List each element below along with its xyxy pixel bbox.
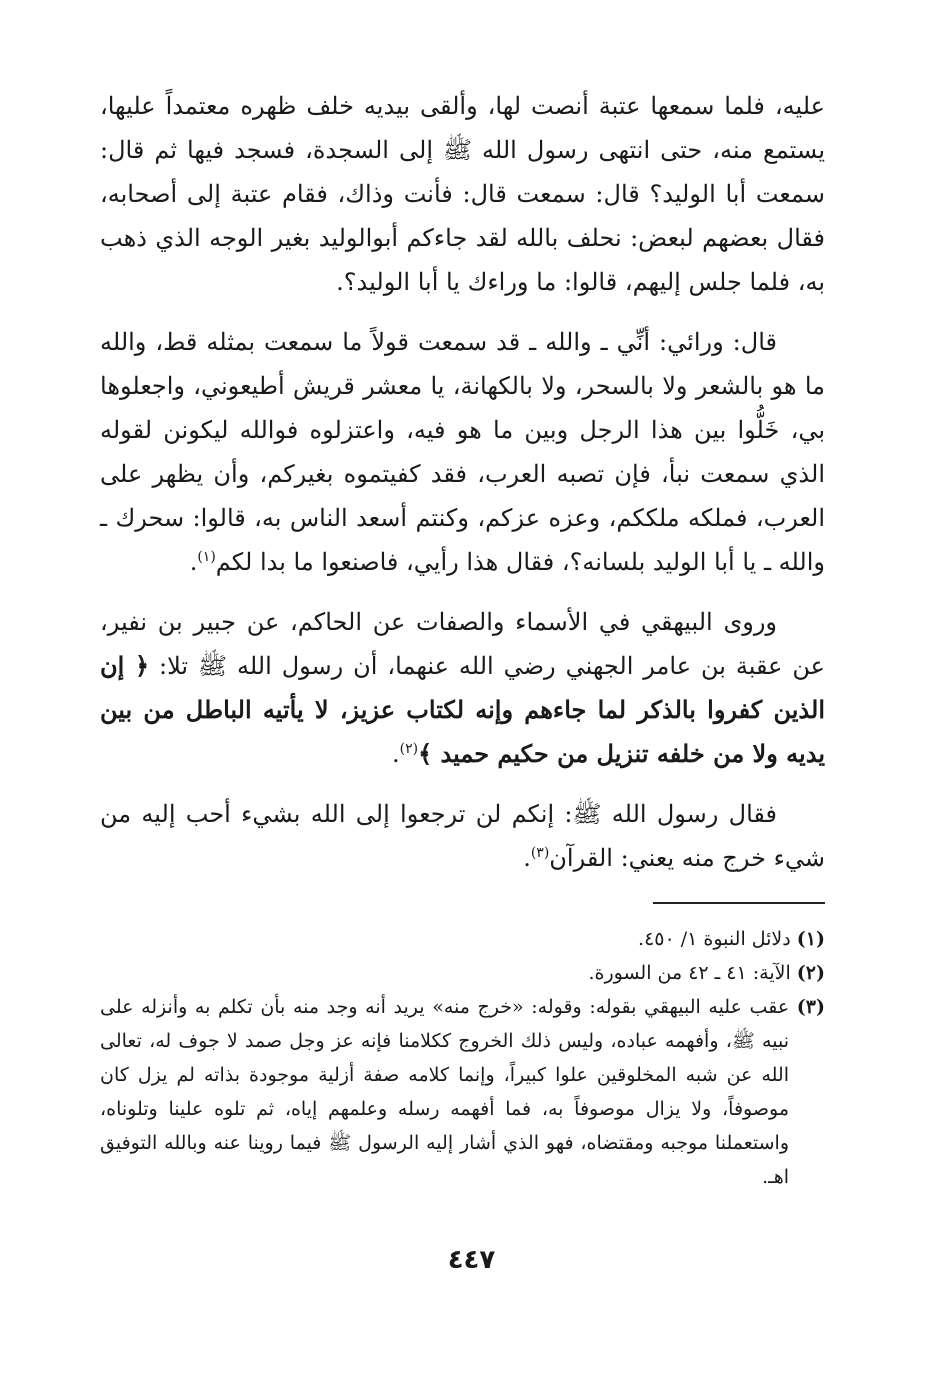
footnote-ref-1[interactable]: (١) — [197, 549, 216, 565]
quran-verse: ﴿ إن الذين كفروا بالذكر لما جاءهم وإنه لكتاب عزيز، لا يأتيه الباطل من بين يديه ولا من خلفه تنزيل من حكيم حميد ﴾ — [100, 651, 825, 768]
footnotes — [100, 922, 825, 1194]
paragraph-2 — [100, 320, 825, 584]
paragraph-1 — [100, 84, 825, 304]
footnote-1 — [100, 922, 825, 956]
footnote-1-number: (١) — [796, 928, 825, 950]
paragraph-3 — [100, 600, 825, 776]
paragraph-4-end: . — [523, 844, 531, 872]
footnote-2 — [100, 956, 825, 990]
paragraph-2-text: قال: ورائي: أنِّي ـ والله ـ قد سمعت قولاً ما سمعت بمثله قط، والله ما هو بالشعر ولا بالسحر، ولا بالكهانة، يا معشر قريش أطيعوني، واجعلوها بي، خَلُّوا بين هذا الرجل وبين ما هو فيه، واعتزلوه فوالله ليكونن لقوله الذي سمعت نبأ، فإن تصبه العرب، فقد كفيتموه بغيركم، وأن يظهر على العرب، فملكه ملككم، وعزه عزكم، وكنتم أسعد الناس به، قالوا: سحرك ـ والله ـ يا أبا الوليد بلسانه؟، فقال هذا رأيي، فاصنعوا ما بدا لكم — [100, 328, 825, 576]
page-number: ٤٤٧ — [447, 1245, 496, 1275]
paragraph-4 — [100, 792, 825, 880]
footnote-2-text: الآية: ٤١ ـ ٤٢ من السورة. — [588, 962, 791, 984]
paragraph-4-text: فقال رسول الله ﷺ: إنكم لن ترجعوا إلى الله بشيء أحب إليه من شيء خرج منه يعني: القرآن — [100, 800, 825, 872]
page-body — [100, 84, 825, 1194]
footnote-3-text: عقب عليه البيهقي بقوله: وقوله: «خرج منه» يريد أنه وجد منه بأن تكلم به وأنزله على نبيه ﷺ، وأفهمه عباده، وليس ذلك الخروج ككلامنا فإنه عز وجل صمد لا جوف له، تعالى الله عن شبه المخلوقين علوا كبيراً، وإنما كلامه صفة أزلية موجودة بذاته لم يزل كان موصوفاً، ولا يزال موصوفاً به، فما أفهمه رسله وعلمهم إياه، ثم تلوه علينا وتلوناه، واستعملنا موجبه ومقتضاه، فهو الذي أشار إليه الرسول ﷺ فيما روينا عنه وبالله التوفيق اهـ. — [100, 996, 790, 1188]
paragraph-3-end: . — [391, 740, 400, 768]
footnote-3-number: (٣) — [796, 996, 826, 1018]
footnote-1-text: دلائل النبوة ١/ ٤٥٠. — [638, 928, 791, 950]
footnote-2-number: (٢) — [796, 962, 825, 984]
paragraph-2-end: . — [189, 548, 198, 576]
paragraph-1-text: عليه، فلما سمعها عتبة أنصت لها، وألقى بيديه خلف ظهره معتمداً عليها، يستمع منه، حتى انتهى رسول الله ﷺ إلى السجدة، فسجد فيها ثم قال: سمعت أبا الوليد؟ قال: سمعت قال: فأنت وذاك، فقام عتبة إلى أصحابه، فقال بعضهم لبعض: نحلف بالله لقد جاءكم أبوالوليد بغير الوجه الذي ذهب به، فلما جلس إليهم، قالوا: ما وراءك يا أبا الوليد؟. — [100, 92, 825, 296]
footnote-3 — [100, 990, 825, 1194]
footnote-ref-2[interactable]: (٢) — [399, 741, 419, 757]
footnote-divider — [653, 902, 825, 904]
paragraph-3-intro: وروى البيهقي في الأسماء والصفات عن الحاكم، عن جبير بن نفير، عن عقبة بن عامر الجهني رضي الله عنهما، أن رسول الله ﷺ تلا: — [100, 608, 825, 680]
footnote-ref-3[interactable]: (٣) — [530, 845, 550, 861]
